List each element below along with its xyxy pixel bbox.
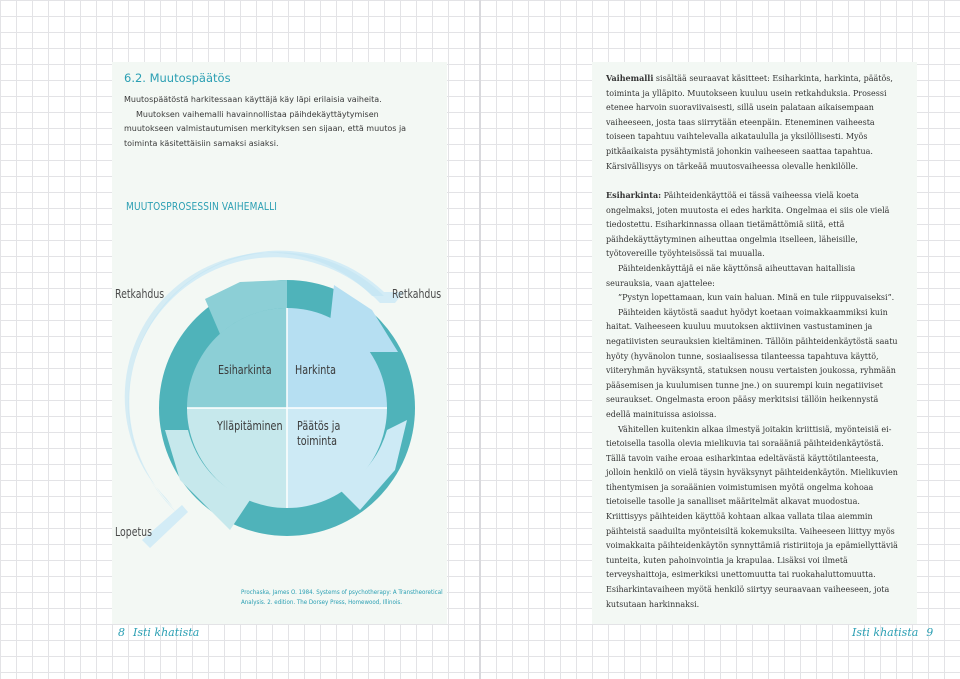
stage-label-maintenance: Ylläpitäminen — [217, 418, 283, 434]
citation-line: Analysis. 2. edition. The Dorsey Press, Homewood, Illinois. — [241, 598, 403, 606]
precontemplation-description — [606, 188, 898, 612]
paragraph: Vähitellen kuitenkin alkaa ilmestyä joitakin kriittisiä, myönteisiä ei-tietoisella tasolla olevia mielikuvia tai soraääniä päihteidenkäytöstä. Tällä tavoin vaihe eroaa esiharkintaa edeltävästä käyttötilanteesta, jolloin henkilö on vielä täysin hyväksynyt päihteidenkäytön. Mielikuvien tihentymisen ja soraäänien voimistumisen myötä ongelma kohoaa tietoiselle tasolle ja sanalliset määritelmät alkavat muodostua. Kriittisyys päihteiden käyttöä kohtaan alkaa vallata tilaa aiemmin päihteistä saaduilta myönteisiltä kokemuksilta. Vaiheeseen liittyy myös voimakkaita päihteidenkäytön synnyttämiä ristiriitoja ja epämiellyttäviä tunteita, kuten pahoinvointia ja krapulaa. Lisäksi voi ilmetä terveyshaittoja, esimerkiksi unettomuutta tai ruokahaluttomuutta. Esiharkintavaiheen myötä henkilö siirtyy seuraavaan vaiheeseen, jota kutsutaan harkinnaksi. — [606, 424, 898, 609]
page-number: 8 — [118, 626, 125, 639]
page-number: 9 — [926, 626, 934, 639]
stage-label-decision-line2: toiminta — [297, 433, 338, 449]
section-heading: 6.2. Muutospäätös — [124, 71, 231, 85]
stage-label-precontemplation: Esiharkinta — [218, 362, 272, 378]
lead-term: Vaihemalli — [606, 73, 654, 83]
intro-paragraph: Muutoksen vaihemalli havainnollistaa päihdekäyttäytymisen muutokseen valmistautumisen merkityksen sen sijaan, että muutos ja toiminta käsitettäisiin samaksi asiaksi. — [124, 109, 407, 148]
intro-paragraph: Muutospäätöstä harkitessaan käyttäjä käy läpi erilaisia vaiheita. — [124, 95, 382, 104]
exit-label: Lopetus — [115, 525, 152, 539]
stage-label-contemplation: Harkinta — [295, 362, 336, 378]
page-folio-left — [110, 626, 199, 639]
stage-label-decision-line1: Päätös ja — [297, 418, 341, 434]
relapse-label-left: Retkahdus — [115, 287, 165, 301]
paragraph: Päihteidenkäyttäjä ei näe käyttönsä aiheuttavan haitallisia seurauksia, vaan ajattelee: — [606, 263, 856, 288]
paragraph: Vaihemalli sisältää seuraavat käsitteet: Esiharkinta, harkinta, päätös, toiminta ja ylläpito. Muutokseen kuuluu usein retkahduksia. Prosessi etenee harvoin suoraviivaisesti, sillä usein palataan aikaisempaan vaiheeseen, josta taas siirrytään eteenpäin. Eteneminen vaiheesta toiseen tapahtuu vaihtelevalla aikataululla ja yksilöllisesti. Myös pitkäaikaista pysähtymistä johonkin vaiheeseen saattaa tapahtua. Kärsivällisyys on tärkeää muutosvaiheessa olevalle henkilölle. — [606, 73, 893, 171]
paragraph: Esiharkinta: Päihteidenkäyttöä ei tässä vaiheessa vielä koeta ongelmaksi, joten muutosta ei edes harkita. Ongelmaa ei siis ole vielä tiedostettu. Esiharkinnassa ollaan tietämättömiä siitä, että päihdekäyttäytyminen aiheuttaa ongelmia itselleen, läheisille, työtovereille työyhteisössä tai muualla. — [606, 190, 890, 259]
citation-line: Prochaska, James O. 1984. Systems of psychotherapy: A Transtheoretical — [241, 588, 443, 596]
running-title: Isti khatista — [852, 626, 919, 639]
quote: ”Pystyn lopettamaan, kun vain haluan. Minä en tule riippuvaiseksi”. — [618, 293, 895, 303]
source-citation — [241, 587, 443, 607]
stage-model-description — [606, 71, 898, 174]
diagram-title: MUUTOSPROSESSIN VAIHEMALLI — [126, 200, 278, 213]
running-title: Isti khatista — [133, 626, 200, 639]
lead-term: Esiharkinta: — [606, 190, 662, 200]
relapse-label-right: Retkahdus — [392, 287, 442, 301]
page-folio-right — [852, 626, 941, 639]
paragraph: Päihteiden käytöstä saadut hyödyt koetaan voimakkaammiksi kuin haitat. Vaiheeseen kuuluu muutoksen aktiivinen vastustaminen ja negatiivisten seurauksien kieltäminen. Tällöin päihteidenkäytöstä saatu hyöty (hyvänolon tunne, sosiaalisessa tilanteessa tapahtuva käyttö, viiteryhmän hyväksyntä, statuksen nousu vertaisten joukossa, ryhmään pääsemisen ja kuulumisen tunne jne.) on suurempi kuin negatiiviset seuraukset. Ongelmasta eroon pääsy merkitsisi tällöin heikennystä edellä mainituissa asioissa. — [606, 307, 898, 419]
